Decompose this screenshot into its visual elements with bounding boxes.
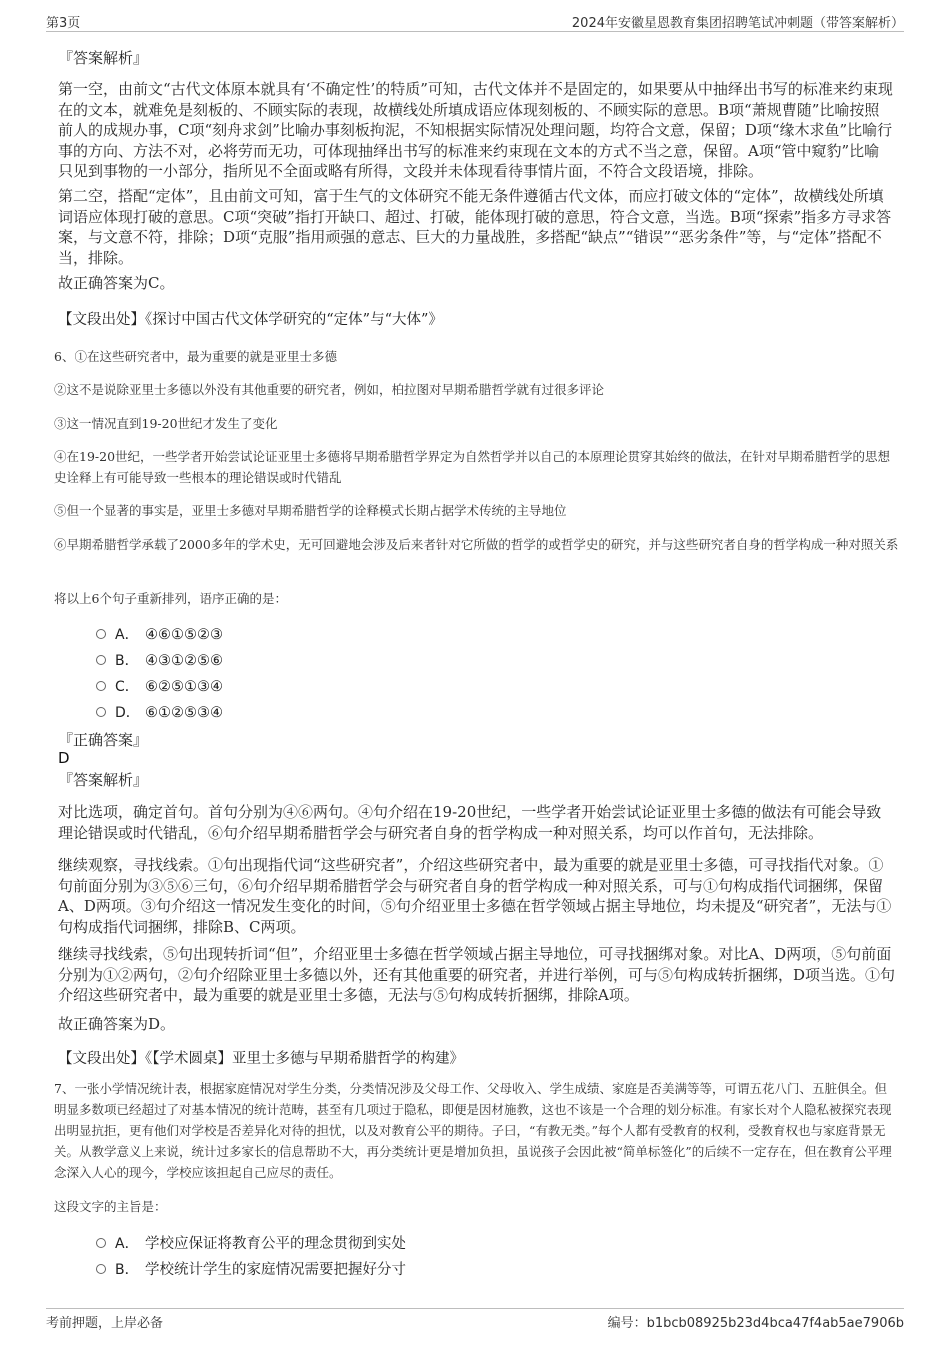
source-citation: 【文段出处】《探讨中国古代文体学研究的“定体”与“大体”》	[58, 312, 443, 328]
q6-sentence-4: ④在19-20世纪，一些学者开始尝试论证亚里士多德将早期希腊哲学界定为自然哲学并以自己的本原理论贯穿其始终的做法，在针对早期希腊哲学的思想史诠释上有可能导致一些根本的理论错误或时代错乱	[54, 449, 891, 485]
document-title: 2024年安徽星恩教育集团招聘笔试冲刺题（带答案解析）	[571, 16, 904, 31]
page-header	[46, 12, 904, 32]
header-divider	[46, 31, 904, 32]
analysis-label: 『答案解析』	[58, 49, 149, 67]
q6-sentence-5: ⑤但一个显著的事实是，亚里士多德对早期希腊哲学的诠释模式长期占据学术传统的主导地位	[54, 503, 567, 518]
radio-icon[interactable]	[96, 655, 106, 665]
option-a[interactable]: A． ④⑥①⑤②③	[96, 624, 223, 644]
q6-conclusion: 故正确答案为D。	[58, 1015, 176, 1033]
radio-icon[interactable]	[96, 707, 106, 717]
footer-slogan: 考前押题，上岸必备	[46, 1316, 164, 1331]
option-a[interactable]: A． 学校应保证将教育公平的理念贯彻到实处	[96, 1232, 406, 1252]
analysis-paragraph-1: 第一空，由前文“古代文体原本就具有‘不确定性’的特质”可知，古代文体并不是固定的，如果要从中抽绎出书写的标准来约束现在的文本，就难免是刻板的、不顾实际的表现，故横线处所填成语应体现刻板的、不顾实际的意思。B项“萧规曹随”比喻按照前人的成规办事，C项“刻舟求剑”比喻办事刻板拘泥，不知根据实际情况处理问题，均符合文意，保留；D项“缘木求鱼”比喻行事的方向、方法不对，必将劳而无功，可体现抽绎出书写的标准来约束现在文本的方式不当之意，保留。A项“管中窥豹”比喻只见到事物的一小部分，指所见不全面或略有所得，文段并未体现看待事情片面，不符合文段语境，排除。	[58, 80, 893, 180]
correct-answer: D	[58, 749, 70, 767]
q6-prompt: 将以上6个句子重新排列，语序正确的是：	[54, 591, 287, 606]
option-b[interactable]: B． ④③①②⑤⑥	[96, 650, 223, 670]
q6-sentence-3: ③这一情况直到19-20世纪才发生了变化	[54, 416, 278, 431]
conclusion: 故正确答案为C。	[58, 274, 175, 292]
q6-analysis-paragraph-2: 继续观察，寻找线索。①句出现指代词“这些研究者”，介绍这些研究者中，最为重要的就是亚里士多德，可寻找指代对象。①句前面分别为③⑤⑥三句，⑥句介绍早期希腊哲学会与研究者自身的哲学构成一种对照关系，可与①句构成指代词捆绑，保留A、D两项。③句介绍这一情况发生变化的时间，⑤句介绍亚里士多德在哲学领域占据主导地位，均未提及“研究者”，无法与①句构成指代词捆绑，排除B、C两项。	[58, 856, 892, 936]
analysis-paragraph-2: 第二空，搭配“定体”，且由前文可知，富于生气的文体研究不能无条件遵循古代文体，而应打破文体的“定体”，故横线处所填词语应体现打破的意思。C项“突破”指打开缺口、超过、打破，能体现打破的意思，符合文意，当选。B项“探索”指多方寻求答案，与文意不符，排除；D项“克服”指用顽强的意志、巨大的力量战胜，多搭配“缺点”“错误”“恶劣条件”等，与“定体”搭配不当，排除。	[58, 187, 892, 267]
radio-icon[interactable]	[96, 1238, 106, 1248]
option-d[interactable]: D． ⑥①②⑤③④	[96, 702, 223, 722]
q6-sentence-1: 6、①在这些研究者中，最为重要的就是亚里士多德	[54, 349, 337, 364]
option-c[interactable]: C． ⑥②⑤①③④	[96, 676, 223, 696]
q6-analysis-paragraph-3: 继续寻找线索，⑤句出现转折词“但”，介绍亚里士多德在哲学领域占据主导地位，可寻找捆绑对象。对比A、D两项，⑤句前面分别为①②两句，②句介绍除亚里士多德以外，还有其他重要的研究者，并进行举例，可与⑤句构成转折捆绑，D项当选。①句介绍这些研究者中，最为重要的就是亚里士多德，无法与⑤句构成转折捆绑，排除A项。	[58, 945, 896, 1004]
q7-prompt: 这段文字的主旨是：	[54, 1199, 167, 1214]
option-b[interactable]: B． 学校统计学生的家庭情况需要把握好分寸	[96, 1258, 406, 1278]
page-number: 第3页	[46, 16, 81, 31]
q6-sentence-6: ⑥早期希腊哲学承载了2000多年的学术史，无可回避地会涉及后来者针对它所做的哲学的或哲学史的研究，并与这些研究者自身的哲学构成一种对照关系	[54, 537, 899, 552]
footer-divider	[46, 1308, 904, 1309]
q6-sentence-2: ②这不是说除亚里士多德以外没有其他重要的研究者，例如，柏拉图对早期希腊哲学就有过很多评论	[54, 382, 605, 397]
radio-icon[interactable]	[96, 1264, 106, 1274]
analysis-label: 『答案解析』	[58, 771, 149, 789]
q6-analysis-paragraph-1: 对比选项，确定首句。首句分别为④⑥两句。④句介绍在19-20世纪，一些学者开始尝试论证亚里士多德的做法有可能会导致理论错误或时代错乱，⑥句介绍早期希腊哲学会与研究者自身的哲学构成一种对照关系，均可以作首句，无法排除。	[58, 803, 882, 842]
q7-stem: 7、一张小学情况统计表，根据家庭情况对学生分类，分类情况涉及父母工作、父母收入、学生成绩、家庭是否美满等等，可谓五花八门、五脏俱全。但明显多数项已经超过了对基本情况的统计范畴，甚至有几项过于隐私，即便是因材施教，这也不该是一个合理的划分标准。有家长对个人隐私被探究表现出明显抗拒，更有他们对学校是否差异化对待的担忧，以及对教育公平的期待。子曰，“有教无类。”每个人都有受教育的权利，受教育权也与家庭背景无关。从教学意义上来说，统计过多家长的信息帮助不大，再分类统计更是增加负担，虽说孩子会因此被“简单标签化”的后续不一定存在，但在教育公平理念深入人心的现今，学校应该担起自己应尽的责任。	[54, 1081, 892, 1180]
radio-icon[interactable]	[96, 629, 106, 639]
document-id: 编号：b1bcb08925b23d4bca47f4ab5ae7906b	[607, 1316, 904, 1331]
radio-icon[interactable]	[96, 681, 106, 691]
source-citation: 【文段出处】《【学术圆桌】亚里士多德与早期希腊哲学的构建》	[58, 1051, 464, 1067]
correct-answer-label: 『正确答案』	[58, 731, 149, 749]
page-footer	[46, 1312, 904, 1332]
